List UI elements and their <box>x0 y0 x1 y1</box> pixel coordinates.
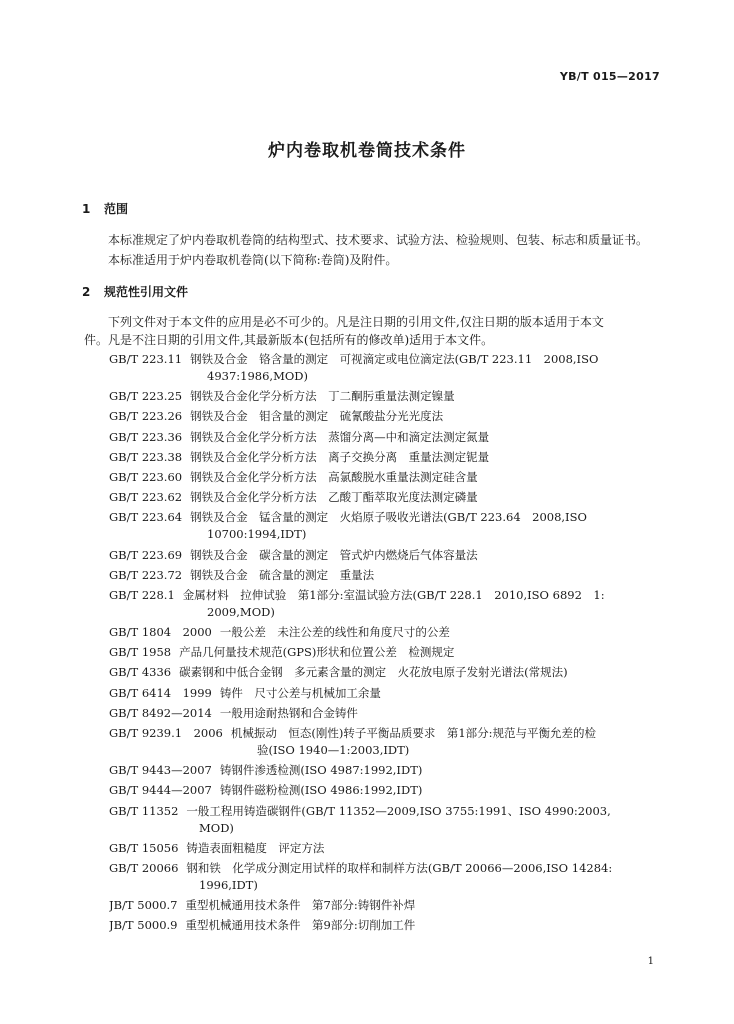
reference-code: GB/T 223.60 <box>109 469 183 484</box>
reference-item <box>109 547 669 564</box>
reference-item <box>109 351 669 385</box>
reference-title: 机械振动 恒态(刚性)转子平衡品质要求 第1部分:规范与平衡允差的检 <box>230 726 597 740</box>
reference-title: 钢铁及合金 铬含量的测定 可视滴定或电位滴定法(GB/T 223.11 2008,ISO <box>190 352 599 366</box>
reference-item <box>109 725 669 759</box>
reference-title: 一般用途耐热钢和合金铸件 <box>219 705 358 720</box>
section-2-intro-line-1: 下列文件对于本文件的应用是必不可少的。凡是注日期的引用文件,仅注日期的版本适用于本文 <box>108 315 604 329</box>
reference-code: GB/T 223.38 <box>109 449 183 464</box>
reference-code: GB/T 6414 1999 <box>109 685 212 700</box>
reference-title: 钢铁及合金 钼含量的测定 硫氰酸盐分光光度法 <box>190 409 444 424</box>
reference-code: JB/T 5000.9 <box>109 918 178 933</box>
reference-code: GB/T 1958 <box>109 645 172 660</box>
reference-item <box>109 897 669 914</box>
reference-list <box>109 351 669 938</box>
reference-item <box>109 469 669 486</box>
reference-code: GB/T 9444—2007 <box>109 783 212 798</box>
reference-code: GB/T 8492—2014 <box>109 705 212 720</box>
reference-item <box>109 449 669 466</box>
reference-title: 钢铁及合金 碳含量的测定 管式炉内燃烧后气体容量法 <box>190 547 478 562</box>
reference-code: GB/T 223.72 <box>109 567 183 582</box>
reference-continuation: 验(ISO 1940—1:2003,IDT) <box>257 743 410 757</box>
reference-continuation: MOD) <box>199 820 234 835</box>
reference-title: 一般工程用铸造碳钢件(GB/T 11352—2009,ISO 3755:1991、ISO 4990:2003, <box>186 803 611 818</box>
reference-code: GB/T 223.25 <box>109 389 183 404</box>
reference-title: 铸钢件渗透检测(ISO 4987:1992,IDT) <box>219 763 423 778</box>
reference-code: GB/T 223.11 <box>109 352 183 366</box>
reference-title: 钢铁及合金化学分析方法 乙酸丁酯萃取光度法测定磷量 <box>190 490 478 505</box>
reference-title: 铸钢件磁粉检测(ISO 4986:1992,IDT) <box>219 783 423 798</box>
reference-item <box>109 624 669 641</box>
reference-item <box>109 388 669 405</box>
section-2-heading <box>82 283 188 300</box>
reference-item <box>109 587 669 621</box>
section-2-title: 规范性引用文件 <box>104 285 189 299</box>
reference-code: GB/T 11352 <box>109 803 179 818</box>
page-number: 1 <box>647 956 654 967</box>
reference-title: 重型机械通用技术条件 第7部分:铸钢件补焊 <box>185 898 416 913</box>
reference-title: 重型机械通用技术条件 第9部分:切削加工件 <box>185 918 416 933</box>
section-1-title: 范围 <box>104 202 129 216</box>
reference-title: 铸件 尺寸公差与机械加工余量 <box>219 685 381 700</box>
section-1-paragraph-2: 本标准适用于炉内卷取机卷筒(以下简称:卷筒)及附件。 <box>108 253 398 267</box>
header-standard-code: YB/T 015—2017 <box>559 70 660 83</box>
reference-code: GB/T 20066 <box>109 860 179 875</box>
section-2-intro-line-2: 件。凡是不注日期的引用文件,其最新版本(包括所有的修改单)适用于本文件。 <box>84 333 494 347</box>
reference-title: 一般公差 未注公差的线性和角度尺寸的公差 <box>219 625 450 640</box>
reference-item <box>109 782 669 799</box>
reference-code: JB/T 5000.7 <box>109 898 178 913</box>
reference-title: 钢铁及合金化学分析方法 丁二酮肟重量法测定镍量 <box>190 389 455 404</box>
reference-continuation: 1996,IDT) <box>199 877 258 892</box>
section-2-number: 2 <box>82 285 91 299</box>
reference-code: GB/T 223.69 <box>109 547 183 562</box>
reference-item <box>109 408 669 425</box>
reference-item <box>109 567 669 584</box>
reference-code: GB/T 223.62 <box>109 490 183 505</box>
reference-code: GB/T 9443—2007 <box>109 763 212 778</box>
reference-item <box>109 917 669 934</box>
reference-item <box>109 803 669 837</box>
reference-continuation: 10700:1994,IDT) <box>207 527 307 542</box>
reference-item <box>109 509 669 543</box>
reference-code: GB/T 223.64 <box>109 510 183 525</box>
reference-item <box>109 685 669 702</box>
reference-continuation: 4937:1986,MOD) <box>207 369 308 383</box>
page-title: 炉内卷取机卷筒技术条件 <box>268 141 466 161</box>
reference-title: 产品几何量技术规范(GPS)形状和位置公差 检测规定 <box>179 645 455 660</box>
reference-item <box>109 860 669 894</box>
section-1-paragraph-1: 本标准规定了炉内卷取机卷筒的结构型式、技术要求、试验方法、检验规则、包装、标志和质量证书。 <box>108 233 649 247</box>
reference-title: 钢铁及合金化学分析方法 高氯酸脱水重量法测定硅含量 <box>190 469 478 484</box>
reference-continuation: 2009,MOD) <box>207 604 275 619</box>
reference-code: GB/T 223.36 <box>109 429 183 444</box>
reference-item <box>109 664 669 681</box>
reference-title: 钢铁及合金 硫含量的测定 重量法 <box>190 567 375 582</box>
reference-code: GB/T 223.26 <box>109 409 183 424</box>
reference-title: 铸造表面粗糙度 评定方法 <box>186 840 325 855</box>
reference-code: GB/T 15056 <box>109 840 179 855</box>
reference-code: GB/T 4336 <box>109 665 172 680</box>
reference-title: 碳素钢和中低合金钢 多元素含量的测定 火花放电原子发射光谱法(常规法) <box>179 665 568 680</box>
reference-code: GB/T 9239.1 2006 <box>109 726 223 740</box>
reference-title: 钢和铁 化学成分测定用试样的取样和制样方法(GB/T 20066—2006,ISO 14284: <box>186 860 613 875</box>
reference-title: 钢铁及合金 锰含量的测定 火焰原子吸收光谱法(GB/T 223.64 2008,ISO <box>190 510 587 525</box>
reference-title: 钢铁及合金化学分析方法 蒸馏分离—中和滴定法测定氮量 <box>190 429 490 444</box>
reference-title: 金属材料 拉伸试验 第1部分:室温试验方法(GB/T 228.1 2010,ISO 6892 1: <box>182 587 605 602</box>
reference-code: GB/T 1804 2000 <box>109 625 212 640</box>
section-1-heading <box>82 200 128 217</box>
reference-item <box>109 644 669 661</box>
reference-item <box>109 489 669 506</box>
reference-title: 钢铁及合金化学分析方法 离子交换分离 重量法测定铌量 <box>190 449 490 464</box>
reference-code: GB/T 228.1 <box>109 587 175 602</box>
reference-item <box>109 705 669 722</box>
reference-item <box>109 840 669 857</box>
section-1-number: 1 <box>82 202 91 216</box>
reference-item <box>109 429 669 446</box>
reference-item <box>109 762 669 779</box>
